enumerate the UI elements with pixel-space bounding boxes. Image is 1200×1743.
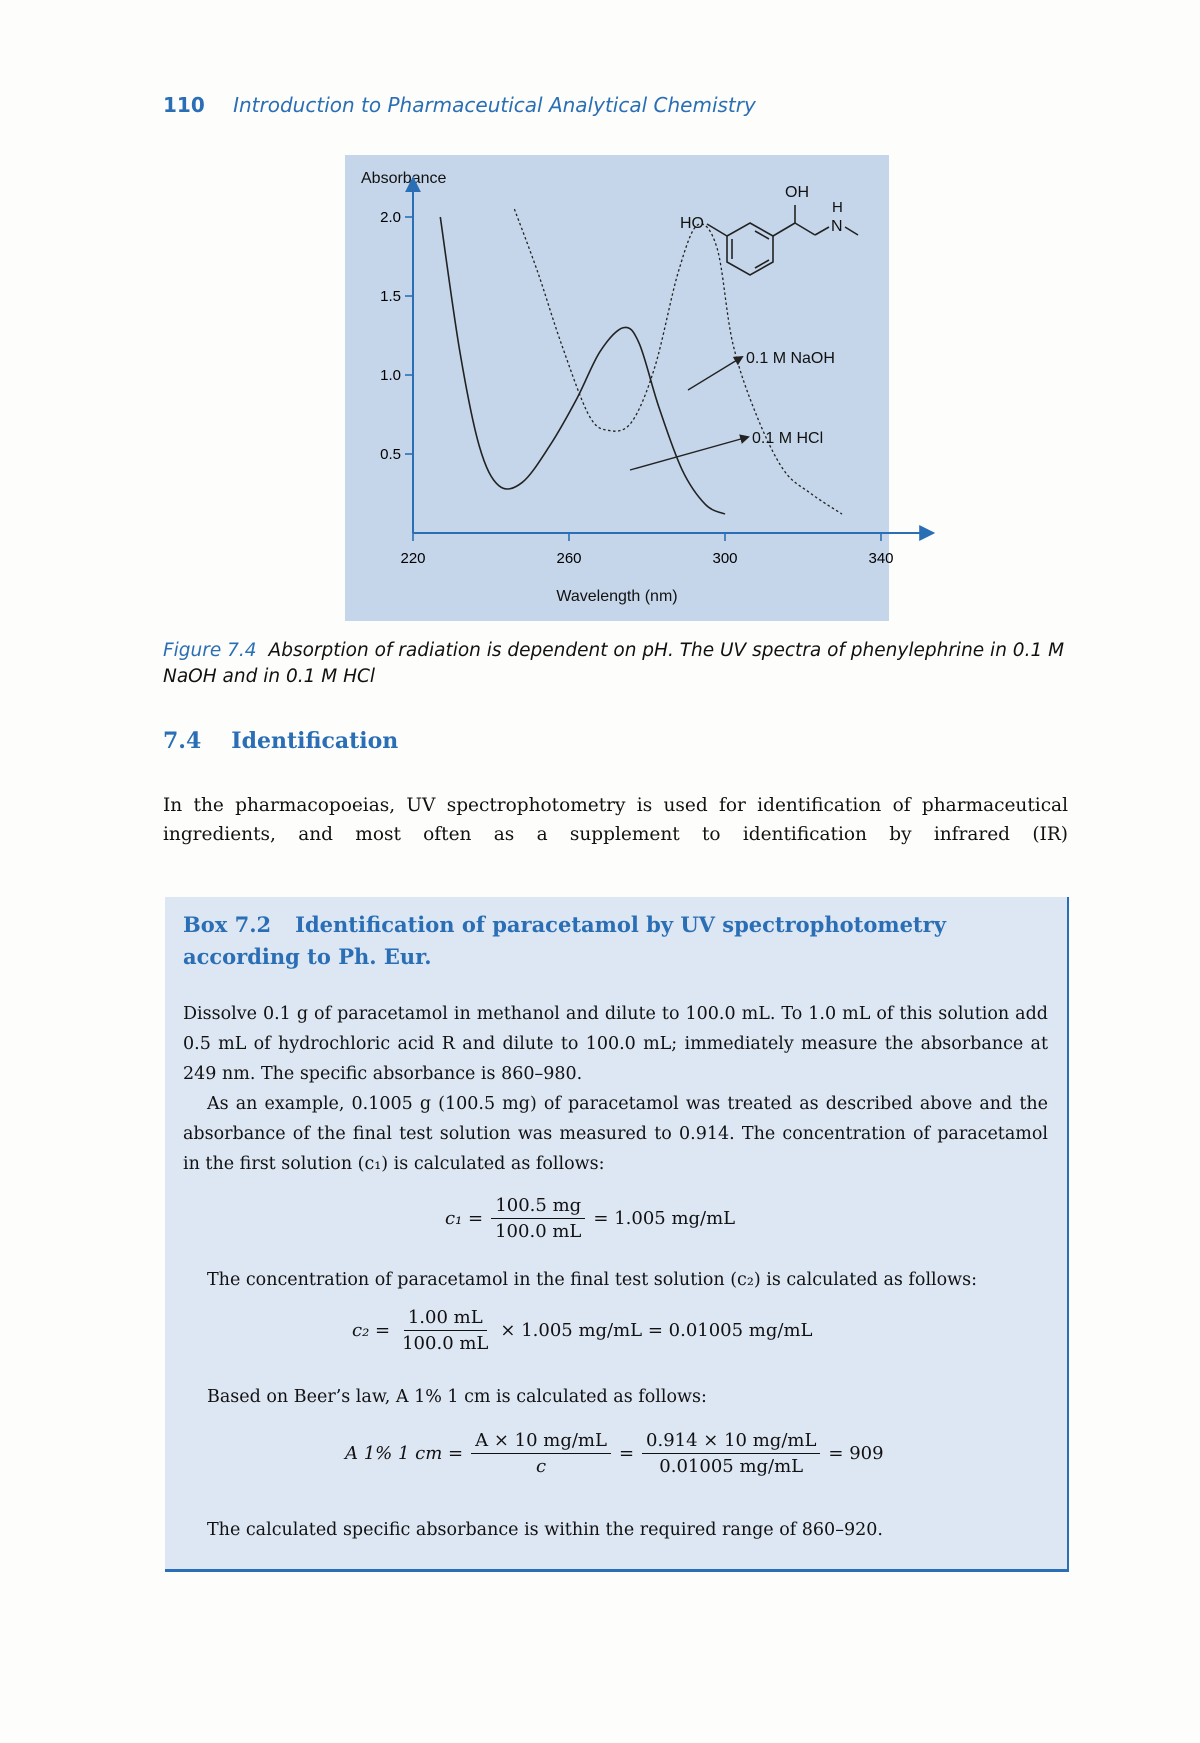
equation-specific-absorbance — [345, 1430, 884, 1477]
y-tick-label: 1.0 — [380, 367, 401, 384]
box-7-2 — [165, 897, 1069, 1572]
y-tick-label: 1.5 — [380, 288, 401, 305]
figure-caption-label: Figure 7.4 — [163, 640, 257, 661]
figure-caption — [163, 638, 1073, 690]
eq1-fraction — [491, 1195, 585, 1242]
running-header — [163, 93, 756, 117]
eq3-eq: = — [618, 1443, 635, 1464]
eq1-num: 100.5 mg — [491, 1195, 585, 1219]
structure-h: H — [832, 199, 843, 216]
y-tick-label: 2.0 — [380, 209, 401, 226]
eq3-rhs: = 909 — [828, 1443, 884, 1464]
running-title: Introduction to Pharmaceutical Analytical Chemistry — [233, 93, 756, 117]
page-number: 110 — [163, 93, 205, 117]
eq3-fraction-1 — [471, 1430, 611, 1477]
eq3-den2: 0.01005 mg/mL — [659, 1456, 804, 1477]
eq3-num1: A × 10 mg/mL — [471, 1430, 611, 1454]
x-axis-label: Wavelength (nm) — [556, 588, 678, 605]
box-paragraph-4: Based on Beer’s law, A 1% 1 cm is calculated as follows: — [207, 1387, 707, 1407]
eq3-den1: c — [535, 1456, 547, 1477]
label-naoh: 0.1 M NaOH — [746, 350, 835, 367]
x-tick-label: 220 — [400, 550, 426, 567]
box-title-text: Identification of paracetamol by UV spectrophotometry according to Ph. Eur. — [183, 912, 946, 969]
uv-spectrum-figure — [345, 155, 894, 621]
structure-ho: HO — [680, 215, 704, 232]
section-number: 7.4 — [163, 728, 202, 754]
box-number: Box 7.2 — [183, 912, 272, 937]
eq2-lhs: c₂ = — [352, 1320, 391, 1341]
structure-n: N — [831, 218, 843, 235]
y-tick-label: 0.5 — [380, 446, 401, 463]
box-title — [183, 909, 1003, 973]
x-tick-label: 260 — [556, 550, 582, 567]
series-line-hcl — [440, 217, 725, 514]
box-paragraph-5: The calculated specific absorbance is within the required range of 860–920. — [207, 1520, 883, 1540]
equation-c2 — [352, 1307, 812, 1354]
box-paragraph-2: As an example, 0.1005 g (100.5 mg) of paracetamol was treated as described above and the absorbance of the final test solution was measured to 0.914. The concentration of paracetamol in the first solution (c₁) is calculated as follows: — [183, 1094, 1048, 1174]
uv-spectrum-chart — [345, 155, 894, 621]
eq2-den: 100.0 mL — [402, 1333, 489, 1354]
box-paragraph-1: Dissolve 0.1 g of paracetamol in methanol and dilute to 100.0 mL. To 1.0 mL of this solution add 0.5 mL of hydrochloric acid R and dilute to 100.0 mL; immediately measure the absorbance at 249 nm. The specific absorbance is 860–980. — [183, 1004, 1048, 1084]
eq3-fraction-2 — [642, 1430, 820, 1477]
eq1-lhs: c₁ = — [445, 1208, 484, 1229]
eq2-rhs: × 1.005 mg/mL = 0.01005 mg/mL — [500, 1320, 813, 1341]
y-axis-label: Absorbance — [361, 170, 447, 187]
figure-caption-text: Absorption of radiation is dependent on pH. The UV spectra of phenylephrine in 0.1 M NaOH and in 0.1 M HCl — [163, 640, 1065, 687]
structure-oh: OH — [785, 184, 809, 201]
intro-paragraph: In the pharmacopoeias, UV spectrophotometry is used for identification of pharmaceutical ingredients, and most often as a supplement to identification by infrared (IR) — [163, 795, 1068, 845]
equation-c1 — [445, 1195, 735, 1242]
box-body — [183, 999, 1048, 1179]
box-paragraph-3: The concentration of paracetamol in the final test solution (c₂) is calculated as follows: — [207, 1270, 978, 1290]
eq2-fraction — [398, 1307, 492, 1354]
label-hcl: 0.1 M HCl — [752, 430, 824, 447]
eq1-den: 100.0 mL — [495, 1221, 582, 1242]
x-tick-label: 300 — [712, 550, 738, 567]
section-title: Identification — [231, 728, 399, 754]
eq3-lhs: A 1% 1 cm = — [345, 1443, 464, 1464]
x-tick-label: 340 — [868, 550, 894, 567]
naoh-pointer — [688, 357, 742, 390]
eq1-rhs: = 1.005 mg/mL — [593, 1208, 736, 1229]
hcl-pointer — [630, 437, 748, 470]
eq3-num2: 0.914 × 10 mg/mL — [642, 1430, 820, 1454]
eq2-num: 1.00 mL — [404, 1307, 487, 1331]
section-heading — [163, 728, 398, 754]
